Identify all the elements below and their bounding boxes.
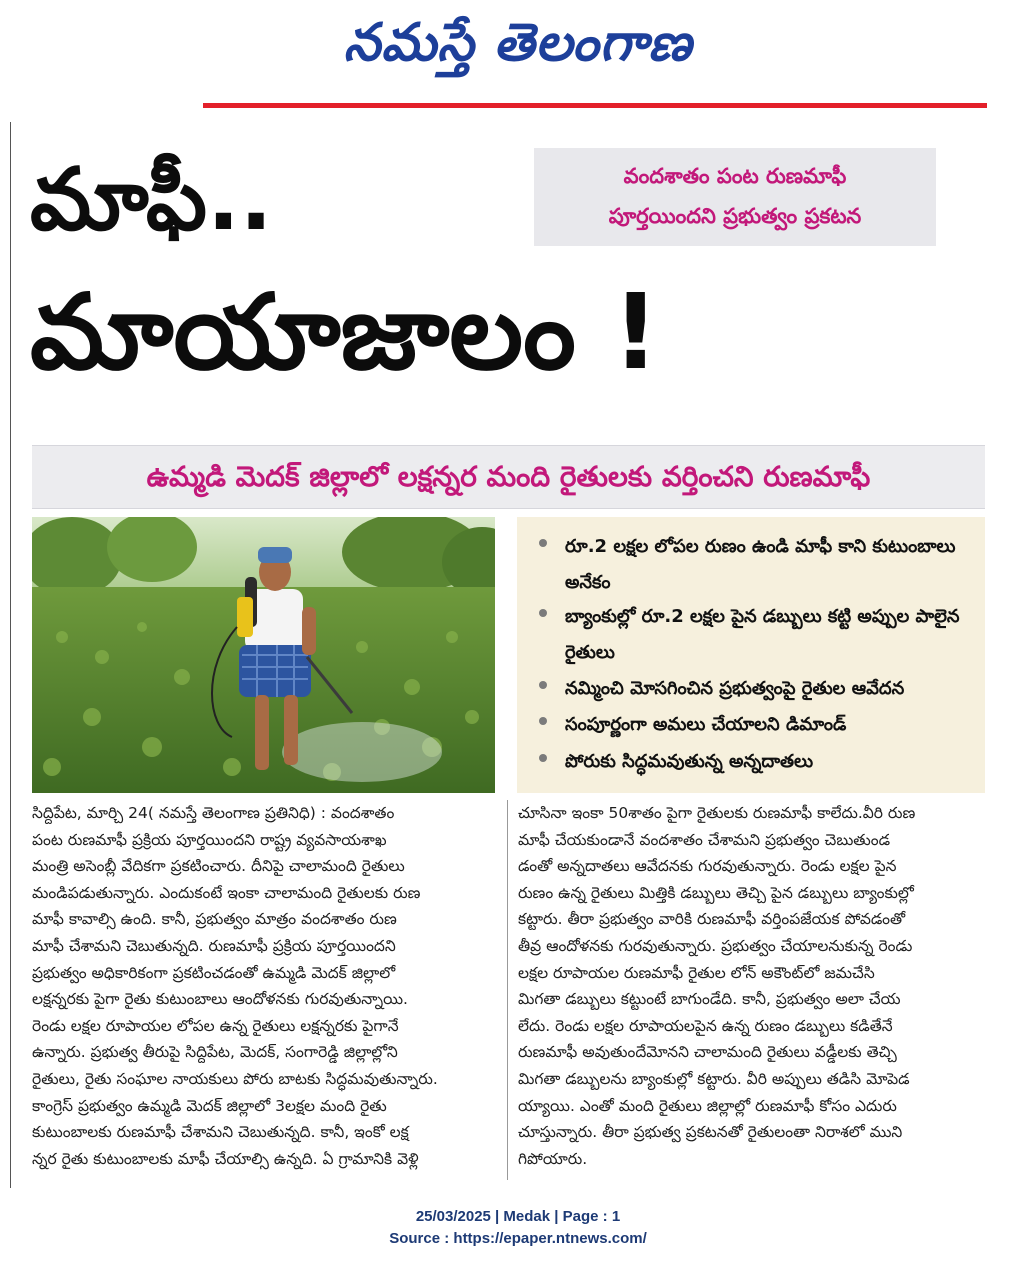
highlights-box: [517, 517, 985, 793]
highlight-text: నమ్మించి మోసగించిన ప్రభుత్వంపై రైతుల ఆవేదన: [565, 678, 905, 699]
kicker-line-2: పూర్తయిందని ప్రభుత్వం ప్రకటన: [608, 204, 862, 228]
highlight-text: పోరుకు సిద్ధమవుతున్న అన్నదాతలు: [565, 751, 814, 772]
bullet-icon: [539, 754, 547, 762]
masthead-rule: [203, 103, 987, 108]
highlight-text: రూ.2 లక్షల లోపల రుణం ఉండి మాఫీ కాని కుటుంబాలు అనేకం: [565, 536, 956, 593]
highlight-item: [539, 599, 969, 671]
masthead-logo: నమస్తే తెలంగాణ: [343, 12, 693, 73]
highlight-text: బ్యాంకుల్లో రూ.2 లక్షల పైన డబ్బులు కట్టి అప్పుల పాలైన రైతులు: [565, 606, 960, 663]
farmer-spraying-field-image: [32, 517, 495, 793]
highlight-text: సంపూర్ణంగా అమలు చేయాలని డిమాండ్: [565, 714, 847, 735]
bullet-icon: [539, 681, 547, 689]
bullet-icon: [539, 717, 547, 725]
bullet-icon: [539, 539, 547, 547]
highlight-item: [539, 671, 969, 707]
page-border: [10, 122, 11, 1188]
article-column-right: చూసినా ఇంకా 50శాతం పైగా రైతులకు రుణమాఫీ కాలేదు.వీరి రుణ మాఫీ చేయకుండానే వందశాతం చేశామని ప్రభుత్వం చెబుతుండ డంతో అన్నదాతలు ఆవేదనకు గురవుతున్నారు. రెండు లక్షల పైన రుణం ఉన్న రైతులు మిత్తికి డబ్బులు తెచ్చి పైన డబ్బులు బ్యాంకుల్లో కట్టారు. తీరా ప్రభుత్వం వారికి రుణమాఫీ వర్తింపజేయక పోవడంతో తీవ్ర ఆందోళనకు గురవుతున్నారు. ప్రభుత్వం చేయాలనుకున్న రెండు లక్షల రూపాయల రుణమాఫీ రైతుల లోన్ అకౌంట్‌లో జమచేసి మిగతా డబ్బులు కట్టుంటే బాగుండేది. కానీ, ప్రభుత్వం అలా చేయ లేదు. రెండు లక్షల రూపాయలపైన ఉన్న రుణం డబ్బులు కడితేనే రుణమాఫీ అవుతుందేమోనని చాలామంది రైతులు వడ్డీలకు తెచ్చి మిగతా డబ్బులను బ్యాంకుల్లో కట్టారు. వీరి అప్పులు తడిసి మోపెడ య్యాయి. ఎంతో మంది రైతులు జిల్లాల్లో రుణమాఫీ కోసం ఎదురు చూస్తున్నారు. తీరా ప్రభుత్వ ప్రకటనతో రైతులంతా నిరాశలో ముని గిపోయారు.: [518, 804, 916, 1168]
kicker-box: [534, 148, 936, 246]
column-divider: [507, 800, 508, 1180]
footer-source: Source : https://epaper.ntnews.com/: [389, 1230, 647, 1247]
kicker-line-1: వందశాతం పంట రుణమాఫీ: [623, 164, 847, 188]
headline-line-1: మాఫీ..: [30, 150, 273, 250]
article-column-left: సిద్దిపేట, మార్చి 24( నమస్తే తెలంగాణ ప్రతినిధి) : వందశాతం పంట రుణమాఫీ ప్రక్రియ పూర్తయిందని రాష్ట్ర వ్యవసాయశాఖ మంత్రి అసెంబ్లీ వేదికగా ప్రకటించారు. దీనిపై చాలామంది రైతులు మండిపడుతున్నారు. ఎందుకంటే ఇంకా చాలామంది రైతులకు రుణ మాఫీ కావాల్సి ఉంది. కానీ, ప్రభుత్వం మాత్రం వందశాతం రుణ మాఫీ చేశామని చెబుతున్నది. రుణమాఫీ ప్రక్రియ పూర్తయిందని ప్రభుత్వం అధికారికంగా ప్రకటించడంతో ఉమ్మడి మెదక్ జిల్లాలో లక్షన్నరకు పైగా రైతు కుటుంబాలు ఆందోళనకు గురవుతున్నాయి. రెండు లక్షల రూపాయల లోపల ఉన్న రైతులు లక్షన్నరకు పైగానే ఉన్నారు. ప్రభుత్వ తీరుపై సిద్దిపేట, మెదక్, సంగారెడ్డి జిల్లాల్లోని రైతులు, రైతు సంఘాల నాయకులు పోరు బాటకు సిద్ధమవుతున్నారు. కాంగ్రెస్ ప్రభుత్వం ఉమ్మడి మెదక్ జిల్లాలో 3లక్షల మంది రైతు కుటుంబాలకు రుణమాఫీ చేశామని చెబుతున్నది. కానీ, ఇంకో లక్ష న్నర రైతు కుటుంబాలకు మాఫీ చేయాల్సి ఉన్నది. ఏ గ్రామానికి వెళ్లి: [32, 804, 438, 1168]
highlight-item: [539, 529, 969, 601]
headline-line-2: మాయాజాలం !: [30, 271, 660, 393]
farmer-photo: [32, 517, 495, 793]
subheadline-box: [32, 445, 985, 509]
highlight-item: [539, 707, 969, 743]
subheadline: ఉమ్మడి మెదక్ జిల్లాలో లక్షన్నర మంది రైతులకు వర్తించని రుణమాఫీ: [146, 460, 871, 493]
footer-edition-info: 25/03/2025 | Medak | Page : 1: [415, 1208, 621, 1225]
bullet-icon: [539, 609, 547, 617]
highlight-item: [539, 744, 969, 780]
